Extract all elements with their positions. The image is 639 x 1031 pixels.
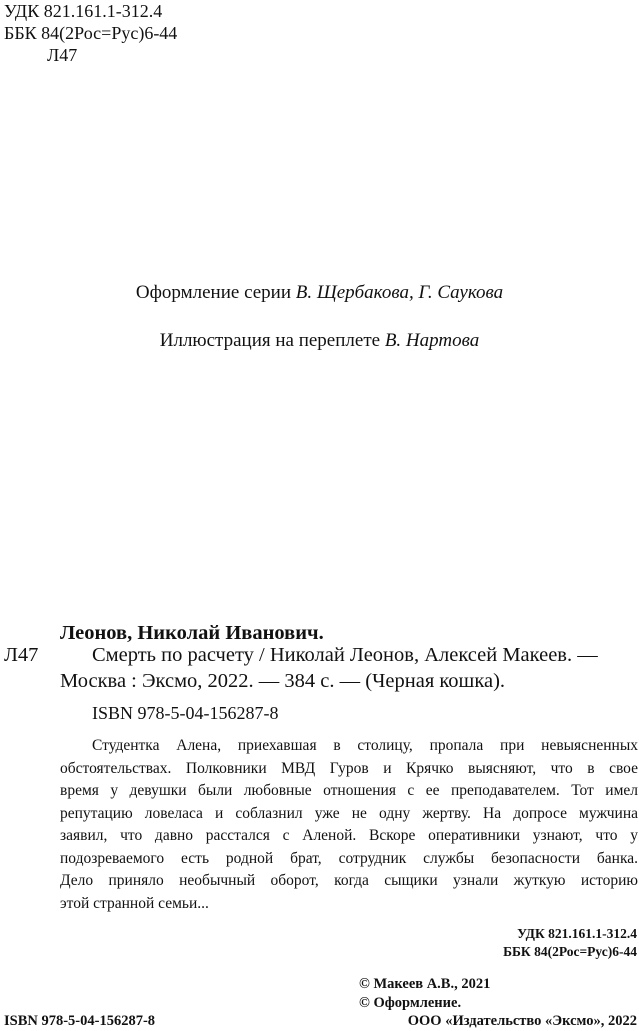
annotation-line: репутацию ловеласа и соблазнил уже не одну жертву. На допросе мужчина [60, 804, 638, 822]
isbn-line: ISBN 978-5-04-156287-8 [92, 703, 279, 723]
series-design-credit [0, 280, 639, 305]
copyright-authors: © Макеев А.В., 2021 [359, 976, 491, 992]
udk-code-bottom: УДК 821.161.1-312.4 [517, 926, 637, 941]
bbk-code-bottom: ББК 84(2Рос=Рус)6-44 [503, 944, 637, 959]
series-design-names: В. Щербакова, Г. Саукова [295, 282, 504, 303]
title-line-2: Москва : Эксмо, 2022. — 384 с. — (Черная кошка). [60, 670, 506, 692]
annotation-line: этой странной семьи... [60, 894, 209, 912]
illustration-label: Иллюстрация на переплете [159, 330, 381, 351]
annotation-line: Студентка Алена, приехавшая в столицу, пропала при невыясненных [92, 737, 638, 754]
bbk-code-top: ББК 84(2Рос=Рус)6-44 [4, 23, 178, 43]
bibliographic-sign: Л47 [4, 644, 39, 666]
author-sign-top: Л47 [47, 45, 78, 65]
series-design-label: Оформление серии [135, 282, 292, 303]
annotation-line: подозреваемого есть родной брат, сотрудник службы безопасности банка. [60, 849, 638, 867]
author-heading: Леонов, Николай Иванович. [60, 622, 324, 644]
copyright-publisher: ООО «Издательство «Эксмо», 2022 [407, 1013, 637, 1029]
annotation-line: Дело приняло необычный оборот, когда сыщики узнали жуткую историю [60, 872, 638, 889]
footer-isbn: ISBN 978-5-04-156287-8 [4, 1013, 156, 1029]
illustration-name: В. Нартова [384, 330, 480, 351]
annotation [60, 735, 638, 915]
title-line-1: Смерть по расчету / Николай Леонов, Алексей Макеев. — [92, 644, 598, 666]
annotation-line: время у девушки были любовные отношения с ее преподавателем. Тот имел [60, 782, 638, 799]
copyright-design: © Оформление. [359, 995, 462, 1011]
annotation-line: заявил, что давно расстался с Аленой. Вскоре оперативники узнают, что у [60, 827, 638, 844]
udk-code-top: УДК 821.161.1-312.4 [4, 1, 163, 21]
annotation-line: обстоятельствах. Полковники МВД Гуров и Крячко выясняют, что в свое [60, 759, 638, 777]
cover-illustration-credit [0, 328, 639, 353]
